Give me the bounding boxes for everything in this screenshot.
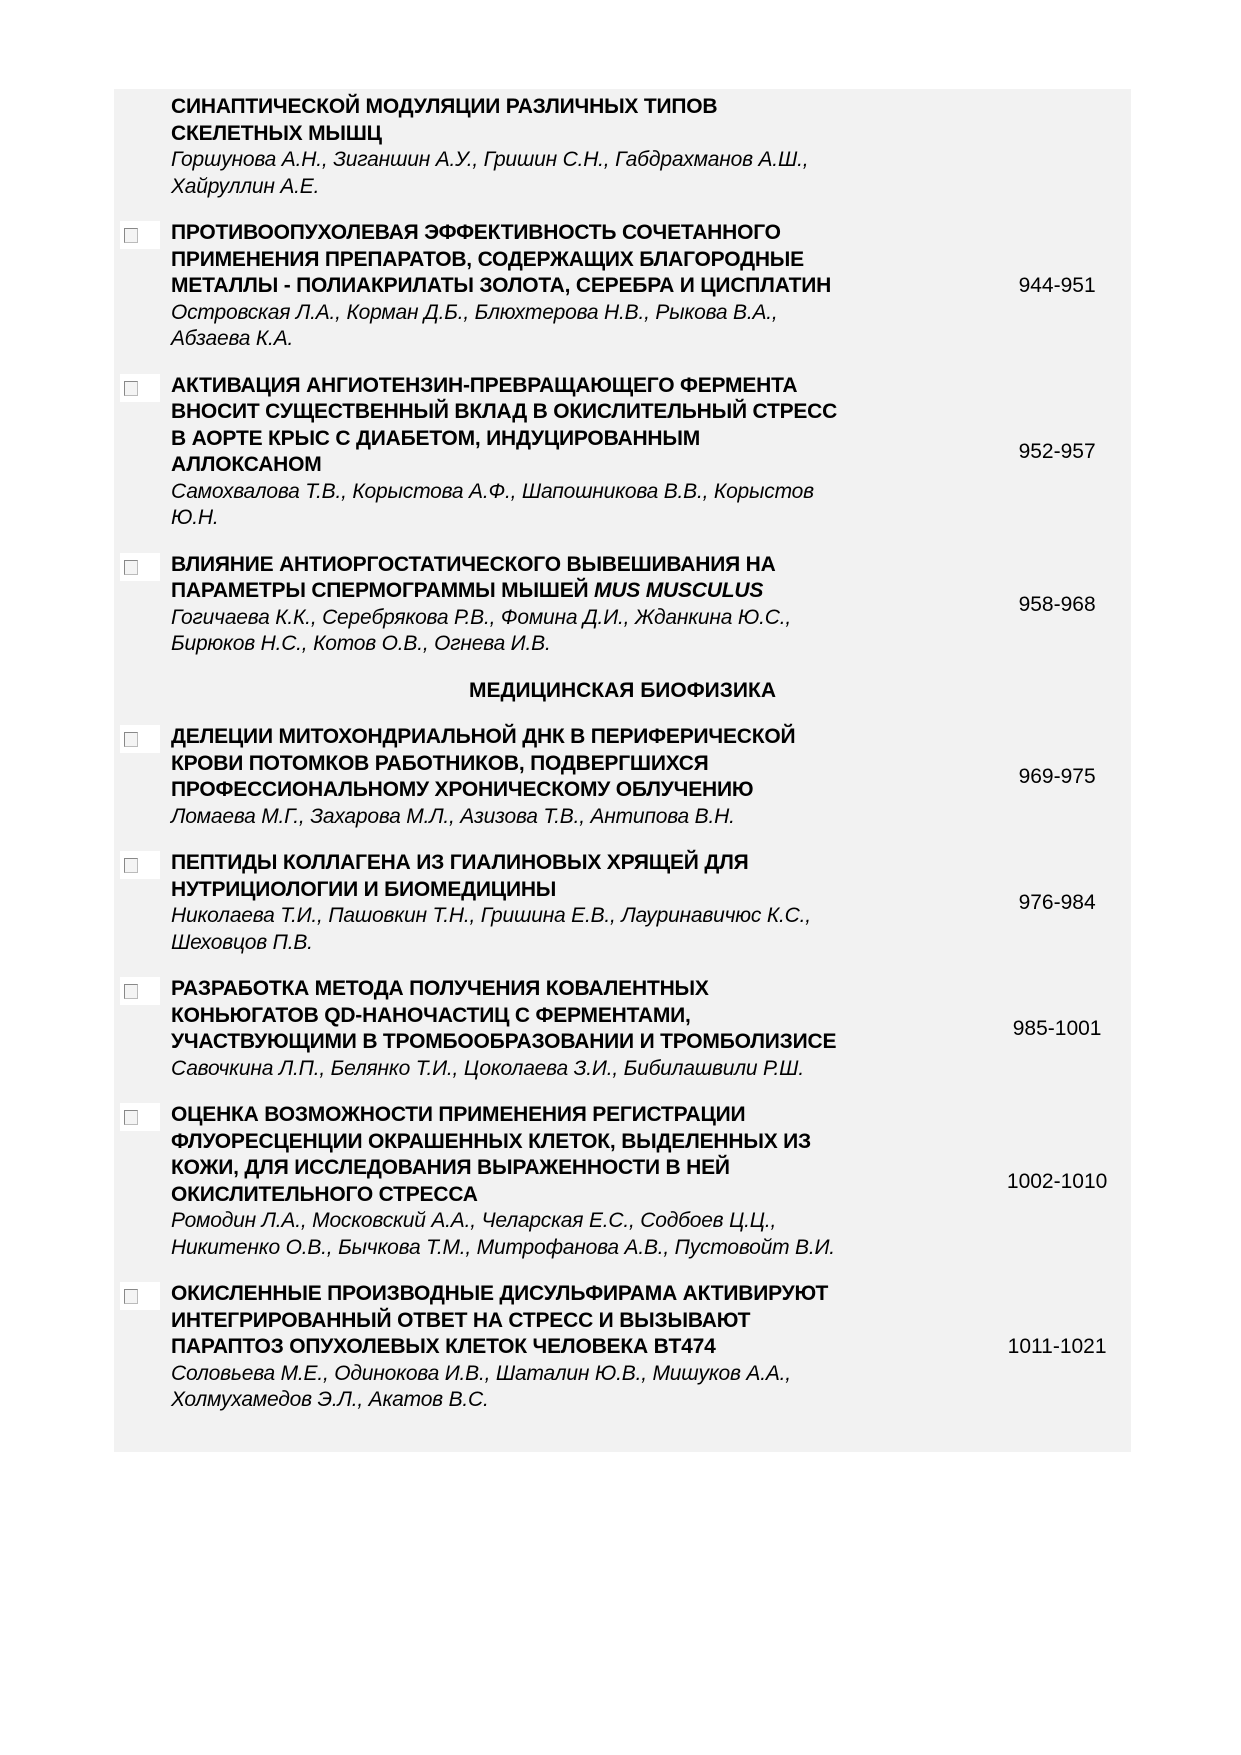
article-info: [171, 94, 949, 200]
article-title-line[interactable]: ФЛУОРЕСЦЕНЦИИ ОКРАШЕННЫХ КЛЕТОК, ВЫДЕЛЕННЫХ ИЗ: [171, 1129, 812, 1153]
article-pages: 952-957: [1018, 440, 1096, 463]
select-checkbox[interactable]: [120, 553, 160, 581]
article-title-line[interactable]: УЧАСТВУЮЩИМИ В ТРОМБООБРАЗОВАНИИ И ТРОМБОЛИЗИСЕ: [171, 1030, 837, 1053]
checkbox-icon: [124, 228, 138, 243]
title-species-name: MUS MUSCULUS: [594, 579, 764, 602]
article-pages: 976-984: [1018, 891, 1096, 914]
article-title-line[interactable]: ДЕЛЕЦИИ МИТОХОНДРИАЛЬНОЙ ДНК В ПЕРИФЕРИЧЕСКОЙ: [171, 725, 796, 748]
checkbox-icon: [124, 984, 138, 999]
article-info: [171, 220, 949, 353]
select-checkbox[interactable]: [120, 725, 160, 753]
article-pages: 944-951: [1018, 274, 1096, 298]
table-of-contents-panel: [114, 89, 1131, 1452]
article-title-line[interactable]: КОНЬЮГАТОВ QD-НАНОЧАСТИЦ С ФЕРМЕНТАМИ,: [171, 1003, 691, 1027]
article-item: [114, 373, 1131, 532]
article-item: [114, 850, 1131, 956]
article-list: [114, 724, 1131, 1414]
article-pages: 958-968: [1018, 592, 1096, 616]
article-list: [114, 94, 1131, 658]
article-title-line[interactable]: СИНАПТИЧЕСКОЙ МОДУЛЯЦИИ РАЗЛИЧНЫХ ТИПОВ: [171, 95, 718, 118]
article-item: [114, 976, 1131, 1082]
article-item: [114, 1281, 1131, 1414]
article-title-line[interactable]: ОКИСЛЕННЫЕ ПРОИЗВОДНЫЕ ДИСУЛЬФИРАМА АКТИВИРУЮТ: [171, 1282, 829, 1305]
article-title-line[interactable]: ИНТЕГРИРОВАННЫЙ ОТВЕТ НА СТРЕСС И ВЫЗЫВАЮТ: [171, 1308, 751, 1332]
article-pages: 985-1001: [1012, 1017, 1102, 1040]
article-authors-line: Горшунова А.Н., Зиганшин А.У., Гришин С.Н., Габдрахманов А.Ш.,: [171, 148, 809, 171]
article-title-line[interactable]: ВНОСИТ СУЩЕСТВЕННЫЙ ВКЛАД В ОКИСЛИТЕЛЬНЫЙ СТРЕСС: [171, 400, 838, 423]
section-heading: МЕДИЦИНСКАЯ БИОФИЗИКА: [468, 678, 776, 702]
article-title-line[interactable]: ВЛИЯНИЕ АНТИОРГОСТАТИЧЕСКОГО ВЫВЕШИВАНИЯ НА: [171, 552, 776, 576]
article-title-line[interactable]: ПЕПТИДЫ КОЛЛАГЕНА ИЗ ГИАЛИНОВЫХ ХРЯЩЕЙ ДЛЯ: [171, 851, 749, 874]
select-checkbox[interactable]: [120, 374, 160, 402]
select-checkbox[interactable]: [120, 1103, 160, 1131]
select-checkbox[interactable]: [120, 977, 160, 1005]
article-info: [171, 552, 949, 658]
checkbox-icon: [124, 858, 138, 873]
article-title-line[interactable]: ПАРАПТОЗ ОПУХОЛЕВЫХ КЛЕТОК ЧЕЛОВЕКА BT474: [171, 1335, 716, 1358]
article-info: [171, 1281, 949, 1414]
article-authors-line: Николаева Т.И., Пашовкин Т.Н., Гришина Е.В., Лауринавичюс К.С.,: [171, 904, 811, 927]
article-title-line[interactable]: ПРОФЕССИОНАЛЬНОМУ ХРОНИЧЕСКОМУ ОБЛУЧЕНИЮ: [171, 778, 754, 801]
article-authors-line: Самохвалова Т.В., Корыстова А.Ф., Шапошникова В.В., Корыстов: [171, 479, 814, 503]
article-authors-line: Ю.Н.: [171, 506, 219, 529]
article-authors-line: Ромодин Л.А., Московский А.А., Челарская Е.С., Содбоев Ц.Ц.,: [171, 1209, 777, 1232]
article-info: [171, 373, 949, 532]
article-authors-line: Никитенко О.В., Бычкова Т.М., Митрофанова А.В., Пустовойт В.И.: [171, 1235, 835, 1259]
article-info: [171, 850, 949, 956]
article-authors-line: Бирюков Н.С., Котов О.В., Огнева И.В.: [171, 632, 551, 655]
article-authors-line: Шеховцов П.В.: [171, 930, 313, 954]
article-title-line[interactable]: [171, 578, 949, 605]
article-authors-line: Холмухамедов Э.Л., Акатов В.С.: [171, 1388, 489, 1411]
article-item: [114, 220, 1131, 353]
article-title-line[interactable]: АКТИВАЦИЯ АНГИОТЕНЗИН-ПРЕВРАЩАЮЩЕГО ФЕРМЕНТА: [171, 373, 798, 397]
article-authors-line: Хайруллин А.Е.: [171, 174, 320, 198]
checkbox-icon: [124, 1110, 138, 1125]
article-authors-line: Островская Л.А., Корман Д.Б., Блюхтерова Н.В., Рыкова В.А.,: [171, 300, 778, 324]
checkbox-icon: [124, 381, 138, 396]
article-authors-line: Абзаева К.А.: [171, 327, 294, 350]
article-title-line[interactable]: СКЕЛЕТНЫХ МЫШЦ: [171, 121, 382, 145]
article-title-line[interactable]: НУТРИЦИОЛОГИИ И БИОМЕДИЦИНЫ: [171, 877, 557, 901]
article-pages: 1002-1010: [1006, 1169, 1108, 1193]
article-title-line[interactable]: ПРИМЕНЕНИЯ ПРЕПАРАТОВ, СОДЕРЖАЩИХ БЛАГОРОДНЫЕ: [171, 247, 804, 271]
article-title-line[interactable]: ОЦЕНКА ВОЗМОЖНОСТИ ПРИМЕНЕНИЯ РЕГИСТРАЦИИ: [171, 1103, 746, 1126]
checkbox-icon: [124, 1289, 138, 1304]
article-info: [171, 1102, 949, 1261]
article-authors-line: Савочкина Л.П., Белянко Т.И., Цоколаева З.И., Бибилашвили Р.Ш.: [171, 1056, 804, 1080]
article-title-line[interactable]: КРОВИ ПОТОМКОВ РАБОТНИКОВ, ПОДВЕРГШИХСЯ: [171, 751, 709, 775]
article-info: [171, 724, 949, 830]
select-checkbox[interactable]: [120, 851, 160, 879]
article-title-line[interactable]: КОЖИ, ДЛЯ ИССЛЕДОВАНИЯ ВЫРАЖЕННОСТИ В НЕЙ: [171, 1156, 730, 1179]
article-info: [171, 976, 949, 1082]
article-pages: 1011-1021: [1007, 1335, 1107, 1359]
checkbox-icon: [124, 732, 138, 747]
article-item: [114, 724, 1131, 830]
select-checkbox[interactable]: [120, 1282, 160, 1310]
article-title-line[interactable]: ПРОТИВООПУХОЛЕВАЯ ЭФФЕКТИВНОСТЬ СОЧЕТАННОГО: [171, 221, 781, 244]
article-item: [114, 552, 1131, 658]
article-title-line[interactable]: РАЗРАБОТКА МЕТОДА ПОЛУЧЕНИЯ КОВАЛЕНТНЫХ: [171, 977, 709, 1000]
article-item: [114, 94, 1131, 200]
article-title-line[interactable]: АЛЛОКСАНОМ: [171, 453, 322, 476]
checkbox-icon: [124, 560, 138, 575]
article-item: [114, 1102, 1131, 1261]
article-title-line[interactable]: В АОРТЕ КРЫС С ДИАБЕТОМ, ИНДУЦИРОВАННЫМ: [171, 426, 701, 450]
article-authors-line: Гогичаева К.К., Серебрякова Р.В., Фомина Д.И., Жданкина Ю.С.,: [171, 605, 792, 629]
article-pages: 969-975: [1018, 765, 1096, 788]
select-checkbox[interactable]: [120, 221, 160, 249]
article-authors-line: Соловьева М.Е., Одинокова И.В., Шаталин Ю.В., Мишуков А.А.,: [171, 1361, 791, 1385]
article-title-line[interactable]: МЕТАЛЛЫ - ПОЛИАКРИЛАТЫ ЗОЛОТА, СЕРЕБРА И ЦИСПЛАТИН: [171, 274, 832, 297]
title-text: ПАРАМЕТРЫ СПЕРМОГРАММЫ МЫШЕЙ: [171, 579, 595, 602]
article-title-line[interactable]: ОКИСЛИТЕЛЬНОГО СТРЕССА: [171, 1182, 478, 1206]
article-authors-line: Ломаева М.Г., Захарова М.Л., Азизова Т.В., Антипова В.Н.: [171, 804, 735, 828]
